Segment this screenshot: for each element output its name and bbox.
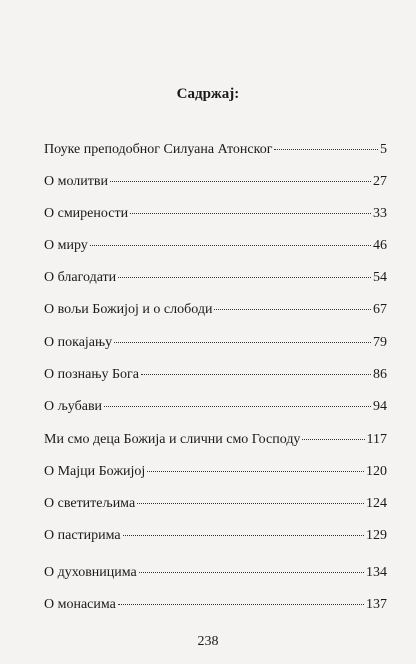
toc-entry xyxy=(44,141,387,159)
dot-leader xyxy=(147,471,364,472)
toc-entry xyxy=(44,237,387,255)
dot-leader xyxy=(110,181,371,182)
dot-leader xyxy=(302,439,364,440)
toc-title: Садржај: xyxy=(176,86,240,102)
toc-entry-label: О благодати xyxy=(44,270,117,285)
dot-leader xyxy=(274,149,378,150)
toc-entry-page: 129 xyxy=(366,528,387,543)
toc-entry-label: О Мајци Божијој xyxy=(44,464,146,479)
toc-entry-page: 46 xyxy=(373,238,387,253)
toc-entry xyxy=(44,495,387,513)
dot-leader xyxy=(139,572,364,573)
toc-entry-page: 54 xyxy=(373,270,387,285)
toc-entry-page: 117 xyxy=(366,432,387,447)
toc-entry xyxy=(44,301,387,319)
toc-entry-label: Поуке преподобног Силуана Атонског xyxy=(44,142,273,157)
dot-leader xyxy=(137,503,364,504)
dot-leader xyxy=(214,309,371,310)
toc-entry-page: 120 xyxy=(366,464,387,479)
toc-entry xyxy=(44,431,387,449)
toc-entry-label: О познању Бога xyxy=(44,367,139,382)
dot-leader xyxy=(118,604,364,605)
toc-entry xyxy=(44,173,387,191)
toc-entry-page: 137 xyxy=(366,597,387,612)
toc-entry-label: О миру xyxy=(44,238,88,253)
toc-entry-label: О молитви xyxy=(44,174,108,189)
dot-leader xyxy=(141,374,371,375)
page-number: 238 xyxy=(197,634,219,649)
toc-entry xyxy=(44,596,387,614)
toc-entry xyxy=(44,527,387,545)
toc-entry-label: О покајању xyxy=(44,335,113,350)
toc-entry xyxy=(44,366,387,384)
dot-leader xyxy=(114,342,371,343)
toc-entry-label: О монасима xyxy=(44,597,116,612)
toc-entry-page: 5 xyxy=(380,142,387,157)
toc-entry xyxy=(44,398,387,416)
dot-leader xyxy=(90,245,371,246)
toc-entry xyxy=(44,564,387,582)
dot-leader xyxy=(123,535,364,536)
toc-entry-label: О смирености xyxy=(44,206,129,221)
toc-entry-page: 134 xyxy=(366,565,387,580)
toc-entry xyxy=(44,334,387,352)
toc-entry-label: О љубави xyxy=(44,399,103,414)
toc-entry-page: 67 xyxy=(373,302,387,317)
dot-leader xyxy=(130,213,371,214)
toc-entry-page: 27 xyxy=(373,174,387,189)
toc-entry-label: Ми смо деца Божија и слични смо Господу xyxy=(44,432,301,447)
toc-entry xyxy=(44,463,387,481)
toc-entry-label: О пастирима xyxy=(44,528,121,543)
dot-leader xyxy=(104,406,371,407)
toc-entry-label: О вољи Божијој и о слободи xyxy=(44,302,213,317)
toc-entry-page: 94 xyxy=(373,399,387,414)
toc-entry-page: 79 xyxy=(373,335,387,350)
toc-entry-page: 124 xyxy=(366,496,387,511)
toc-entry xyxy=(44,269,387,287)
toc-entry-page: 86 xyxy=(373,367,387,382)
toc-entry-label: О духовницима xyxy=(44,565,137,580)
toc-entry-label: О светитељима xyxy=(44,496,136,511)
toc-entry-page: 33 xyxy=(373,206,387,221)
dot-leader xyxy=(118,277,371,278)
toc-entry xyxy=(44,205,387,223)
